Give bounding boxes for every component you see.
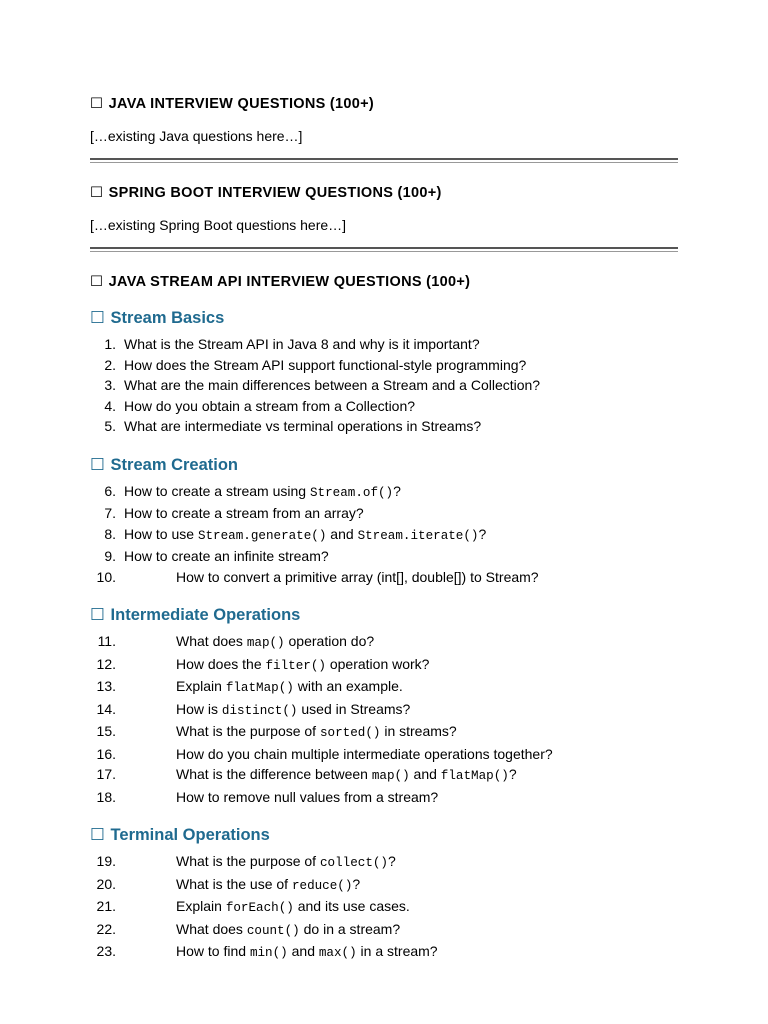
section-heading-text: SPRING BOOT INTERVIEW QUESTIONS (100+) — [108, 185, 442, 201]
list-item — [90, 503, 678, 524]
list-item — [90, 524, 678, 547]
list-item-text: How to create a stream using Stream.of()? — [124, 482, 401, 500]
group-marker-icon: ☐ — [90, 454, 111, 474]
group-heading-0 — [90, 308, 678, 328]
list-item-number: 14. — [96, 700, 116, 717]
list-item-number: 5. — [104, 418, 116, 434]
list-item-text: Explain flatMap() with an example. — [176, 678, 403, 695]
list-item-number: 15. — [96, 723, 116, 739]
list-item — [90, 334, 678, 355]
list-item-text: What is the use of reduce()? — [176, 875, 361, 893]
list-item-number: 16. — [96, 745, 116, 762]
question-list-1 — [90, 481, 678, 588]
list-item — [90, 699, 678, 722]
list-item — [90, 896, 678, 919]
inline-code: sorted() — [319, 726, 381, 740]
list-item-number: 3. — [104, 377, 116, 393]
list-item-number: 9. — [104, 548, 116, 564]
list-item — [90, 416, 678, 437]
inline-code: Stream.generate() — [197, 528, 327, 543]
group-heading-2 — [90, 605, 678, 625]
group-heading-text: Stream Basics — [110, 309, 225, 327]
list-item-text: What is the purpose of sorted() in streams? — [176, 723, 457, 740]
list-item-number: 7. — [104, 505, 116, 521]
list-item-text: What does count() do in a stream? — [176, 920, 401, 938]
list-item-text: How does the filter() operation work? — [176, 655, 430, 673]
group-marker-icon: ☐ — [90, 605, 111, 624]
list-item-number: 6. — [104, 482, 116, 499]
list-item-text: How does the Stream API support functional-style programming? — [124, 356, 527, 373]
inline-code: max() — [318, 946, 357, 960]
list-item-text: What is the purpose of collect()? — [176, 853, 396, 870]
inline-code: flatMap() — [225, 681, 294, 695]
list-item-number: 8. — [104, 525, 116, 542]
section-note-0: […existing Java questions here…] — [90, 128, 303, 144]
inline-code: Stream.of() — [309, 485, 394, 500]
list-item-number: 21. — [96, 898, 116, 914]
list-item — [90, 375, 678, 396]
list-item-text: How do you chain multiple intermediate operations together? — [176, 745, 553, 762]
inline-code: distinct() — [221, 703, 298, 718]
list-item-text: What is the Stream API in Java 8 and why is it important? — [124, 336, 480, 352]
list-item-text: How to use Stream.generate() and Stream.iterate()? — [124, 525, 487, 543]
list-item-text: How do you obtain a stream from a Collection? — [124, 397, 416, 414]
inline-code: map() — [371, 769, 410, 783]
list-item-number: 19. — [96, 853, 116, 869]
list-item-text: How to convert a primitive array (int[], double[]) to Stream? — [176, 568, 539, 585]
list-item-number: 1. — [104, 336, 116, 352]
list-item — [90, 481, 678, 504]
main-section-marker-icon: ☐ — [90, 274, 109, 290]
section-marker-icon: ☐ — [90, 96, 109, 112]
inline-code: count() — [246, 923, 300, 938]
group-marker-icon: ☐ — [90, 825, 111, 844]
section-marker-icon: ☐ — [90, 185, 109, 201]
list-item — [90, 941, 678, 964]
list-item-text: How to create a stream from an array? — [124, 505, 364, 521]
list-item — [90, 676, 678, 699]
list-item-text: How to find min() and max() in a stream? — [176, 943, 438, 960]
inline-code: Stream.iterate() — [357, 528, 479, 543]
list-item-text: What are the main differences between a Stream and a Collection? — [124, 377, 541, 393]
list-item-text: What does map() operation do? — [176, 633, 375, 650]
list-item-text: What is the difference between map() and flatMap()? — [176, 766, 517, 783]
main-section-heading-text: JAVA STREAM API INTERVIEW QUESTIONS (100+) — [108, 274, 471, 290]
list-item-number: 22. — [96, 920, 116, 937]
list-item — [90, 874, 678, 897]
list-item — [90, 919, 678, 942]
list-item — [90, 851, 678, 874]
inline-code: filter() — [265, 658, 326, 673]
list-item-text: How is distinct() used in Streams? — [176, 700, 411, 718]
inline-code: map() — [246, 636, 285, 650]
list-item-number: 10. — [96, 568, 116, 585]
section-note-1: […existing Spring Boot questions here…] — [90, 217, 347, 233]
list-item — [90, 721, 678, 744]
list-item — [90, 744, 678, 765]
list-item — [90, 631, 678, 654]
question-list-3 — [90, 851, 678, 964]
group-heading-1 — [90, 455, 678, 475]
section-heading-0 — [90, 96, 678, 112]
list-item-text: Explain forEach() and its use cases. — [176, 898, 410, 915]
list-item — [90, 787, 678, 808]
inline-code: min() — [249, 946, 288, 960]
list-item — [90, 355, 678, 376]
main-section-heading — [90, 274, 678, 290]
section-divider-0 — [90, 158, 678, 163]
list-item-number: 17. — [96, 766, 116, 782]
list-item — [90, 764, 678, 787]
section-heading-1 — [90, 185, 678, 201]
list-item-number: 12. — [96, 655, 116, 672]
list-item-number: 20. — [96, 875, 116, 892]
inline-code: reduce() — [291, 878, 353, 893]
group-heading-text: Intermediate Operations — [110, 606, 301, 624]
inline-code: collect() — [319, 856, 388, 870]
list-item — [90, 654, 678, 677]
list-item-text: What are intermediate vs terminal operations in Streams? — [124, 418, 482, 434]
list-item — [90, 567, 678, 588]
document-body — [90, 96, 678, 964]
section-divider-1 — [90, 247, 678, 252]
list-item-number: 23. — [96, 943, 116, 959]
list-item-number: 2. — [104, 356, 116, 373]
list-item-number: 11. — [97, 633, 116, 649]
question-list-2 — [90, 631, 678, 807]
section-heading-text: JAVA INTERVIEW QUESTIONS (100+) — [108, 96, 375, 112]
group-marker-icon: ☐ — [90, 308, 111, 327]
question-list-0 — [90, 334, 678, 437]
list-item-text: How to create an infinite stream? — [124, 548, 329, 564]
group-heading-text: Stream Creation — [110, 455, 239, 474]
list-item — [90, 546, 678, 567]
list-item-number: 4. — [104, 397, 116, 414]
list-item-number: 13. — [96, 678, 116, 694]
group-heading-text: Terminal Operations — [110, 826, 270, 844]
inline-code: forEach() — [225, 901, 294, 915]
inline-code: flatMap() — [440, 769, 509, 783]
list-item-number: 18. — [96, 788, 116, 805]
group-heading-3 — [90, 825, 678, 845]
list-item-text: How to remove null values from a stream? — [176, 788, 439, 805]
list-item — [90, 396, 678, 417]
